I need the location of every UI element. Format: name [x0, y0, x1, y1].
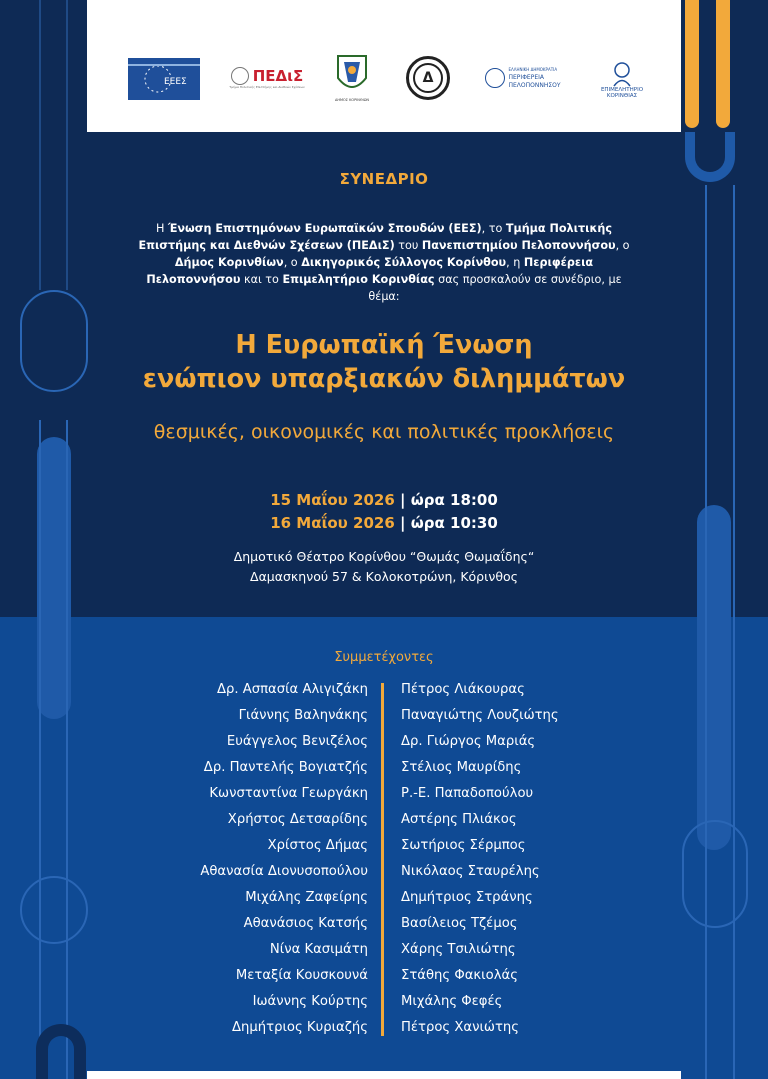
deco-line-left-top — [39, 0, 41, 290]
conference-label: ΣΥΝΕΔΡΙΟ — [339, 170, 429, 188]
epimelitirio-logo: ΕΠΙΜΕΛΗΤΗΡΙΟ ΚΟΡΙΝΘΙΑΣ — [592, 54, 652, 106]
participant-name: Στάθης Φακιολάς — [401, 968, 518, 983]
date-line-1: 15 Μαΐου 2026 | ώρα 18:00 — [270, 491, 498, 509]
participant-name: Πέτρος Λιάκουρας — [401, 682, 525, 697]
date-line-2: 16 Μαΐου 2026 | ώρα 10:30 — [270, 514, 498, 532]
university-seal-icon — [231, 67, 249, 85]
deco-gold-bar-right — [685, 0, 699, 128]
perifereia-logo: ΕΛΛΗΝΙΚΗ ΔΗΜΟΚΡΑΤΙΑ ΠΕΡΙΦΕΡΕΙΑ ΠΕΛΟΠΟΝΝΗΣΟΥ — [482, 52, 577, 104]
lawyers-association-seal-icon: Δ — [406, 56, 450, 100]
deco-line-left-2 — [66, 420, 68, 1079]
participant-name: Ευάγγελος Βενιζέλος — [226, 734, 368, 749]
participant-name: Δημήτριος Στράνης — [401, 890, 533, 905]
participant-name: Γιάννης Βαληνάκης — [238, 708, 368, 723]
deco-arch-left-bottom — [36, 1024, 86, 1079]
intro-paragraph: Η Ένωση Επιστημόνων Ευρωπαϊκών Σπουδών (ΕΕΣ), το Τμήμα Πολιτικής Επιστήμης και Διεθνών Σχέσεων (ΠΕΔιΣ) του Πανεπιστημίου Πελοποννήσου, ο Δήμος Κορινθίων, ο Δικηγορικός Σύλλογος Κορίνθου, η Περιφέρεια Πελοποννήσου και το Επιμελητήριο Κορινθίας σας προσκαλούν σε συνέδριο, με θέμα: — [138, 222, 630, 303]
participant-name: Ιωάννης Κούρτης — [252, 994, 368, 1009]
participant-name: Χρήστος Δετσαρίδης — [227, 812, 368, 827]
deco-circle-left-bottom — [20, 876, 88, 944]
venue-line-1: Δημοτικό Θέατρο Κορίνθου “Θωμάς Θωμαΐδης“ — [233, 549, 535, 564]
participant-name: Μιχάλης Φεφές — [401, 994, 503, 1009]
participant-name: Αστέρης Πλιάκος — [401, 812, 517, 827]
dikigorikos-syllogos-logo — [403, 52, 453, 104]
title-line-1: Η Ευρωπαϊκή Ένωση — [235, 330, 533, 360]
participant-name: Ρ.-Ε. Παπαδοπούλου — [401, 786, 534, 801]
title-line-2: ενώπιον υπαρξιακών διλημμάτων — [142, 364, 626, 394]
conference-subtitle: θεσμικές, οικονομικές και πολιτικές προκλήσεις — [153, 421, 615, 443]
participant-name: Δημήτριος Κυριαζής — [232, 1020, 368, 1035]
deco-line-right-2 — [733, 185, 735, 1079]
venue-line-2: Δαμασκηνού 57 & Κολοκοτρώνη, Κόρινθος — [250, 569, 518, 584]
participant-name: Δρ. Γιώργος Μαριάς — [401, 734, 536, 749]
conference-title — [87, 328, 681, 396]
deco-pill-right — [697, 505, 731, 850]
participant-name: Αθανάσιος Κατσής — [243, 916, 368, 931]
deco-line-right-1 — [705, 185, 707, 1079]
participant-name: Κωνσταντίνα Γεωργάκη — [209, 786, 368, 801]
participant-name: Πέτρος Χανιώτης — [401, 1020, 519, 1035]
participants-title: Συμμετέχοντες — [334, 650, 434, 665]
eees-logo — [128, 58, 200, 100]
eees-logo-icon — [128, 58, 200, 100]
deco-gold-bar-right2 — [716, 0, 730, 128]
participant-name: Σωτήριος Σέρμπος — [401, 838, 526, 853]
dimos-korinthion-crest-icon — [332, 52, 372, 98]
participant-name: Νίνα Κασιμάτη — [269, 942, 368, 957]
participant-name: Μεταξία Κουσκουνά — [235, 968, 368, 983]
participant-name: Χάρης Τσιλιώτης — [401, 942, 516, 957]
deco-line-left-1 — [39, 420, 41, 1079]
participant-name: Νικόλαος Σταυρέλης — [401, 864, 540, 879]
participants-left-column — [100, 677, 368, 1041]
deco-line-left-top2 — [66, 0, 68, 290]
participant-name: Αθανασία Διονυσοπούλου — [200, 864, 368, 879]
participant-name: Χρίστος Δήμας — [267, 838, 368, 853]
dimos-korinthion-logo: ΔΗΜΟΣ ΚΟΡΙΝΘΙΩΝ — [329, 48, 375, 106]
chamber-head-icon — [611, 61, 633, 87]
participant-name: Δρ. Ασπασία Αλιγιζάκη — [216, 682, 368, 697]
participant-name: Δρ. Παντελής Βογιατζής — [203, 760, 368, 775]
svg-text:ΕΕΕΣ: ΕΕΕΣ — [164, 77, 187, 87]
deco-pill-left-top — [20, 290, 88, 392]
deco-arch-right-top — [685, 132, 735, 182]
deco-circle-right — [682, 820, 748, 928]
participants-right-column — [401, 677, 661, 1041]
bottom-strip — [87, 1071, 681, 1079]
participant-name: Βασίλειος Τζέμος — [401, 916, 518, 931]
participant-name: Παναγιώτης Λουζιώτης — [401, 708, 559, 723]
participants-divider — [381, 683, 384, 1036]
participant-name: Στέλιος Μαυρίδης — [401, 760, 522, 775]
greek-emblem-icon — [485, 68, 505, 88]
pedis-logo: ΠΕΔιΣ Τμήμα Πολιτικής Επιστήμης και Διεθνών Σχέσεων — [229, 67, 305, 89]
logo-bar — [87, 0, 681, 132]
participant-name: Μιχάλης Ζαφείρης — [245, 890, 368, 905]
